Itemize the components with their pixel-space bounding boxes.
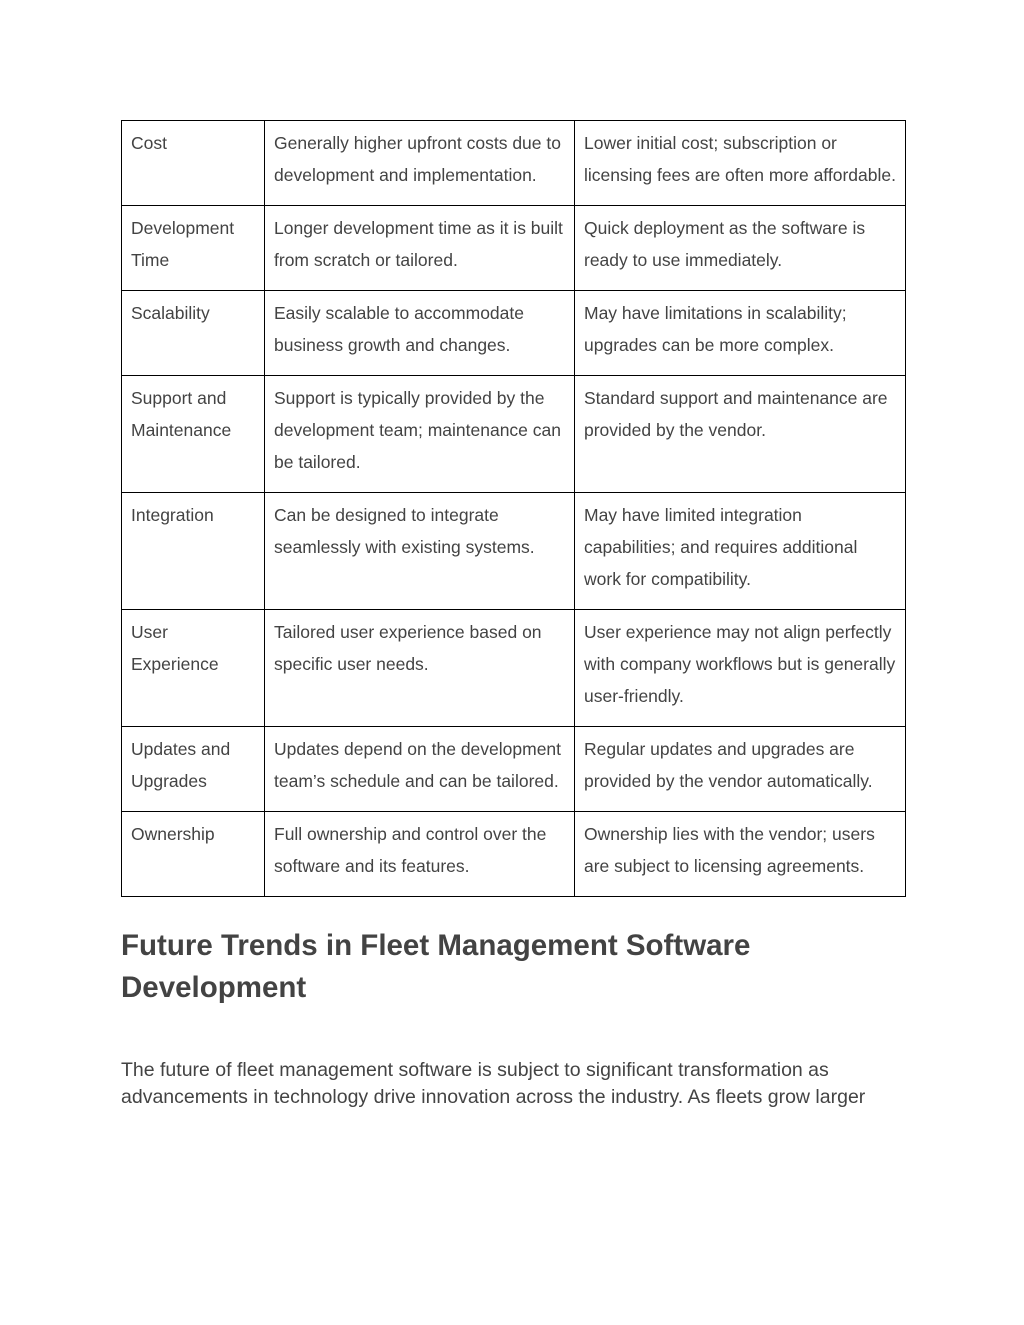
table-cell-off-the-shelf: Lower initial cost; subscription or licensing fees are often more affordable. [575,121,906,206]
table-row [122,727,906,812]
comparison-table [121,120,906,897]
table-cell-custom: Longer development time as it is built from scratch or tailored. [265,206,575,291]
table-cell-off-the-shelf: Ownership lies with the vendor; users are subject to licensing agreements. [575,812,906,897]
document-page [121,120,905,1111]
table-cell-custom: Support is typically provided by the development team; maintenance can be tailored. [265,376,575,493]
table-cell-aspect: Support and Maintenance [122,376,265,493]
table-cell-off-the-shelf: May have limited integration capabilities; and requires additional work for compatibility. [575,493,906,610]
table-cell-aspect: Integration [122,493,265,610]
table-cell-aspect: Development Time [122,206,265,291]
section-heading: Future Trends in Fleet Management Software Development [121,929,751,1004]
table-cell-off-the-shelf: Regular updates and upgrades are provided by the vendor automatically. [575,727,906,812]
table-cell-off-the-shelf: Quick deployment as the software is ready to use immediately. [575,206,906,291]
body-paragraph: The future of fleet management software is subject to significant transformation as advancements in technology drive innovation across the industry. As fleets grow larger [121,1059,866,1108]
table-cell-aspect: Scalability [122,291,265,376]
table-cell-aspect: User Experience [122,610,265,727]
table-cell-custom: Can be designed to integrate seamlessly with existing systems. [265,493,575,610]
table-cell-aspect: Updates and Upgrades [122,727,265,812]
table-cell-aspect: Ownership [122,812,265,897]
table-cell-custom: Tailored user experience based on specific user needs. [265,610,575,727]
table-row [122,376,906,493]
table-cell-off-the-shelf: Standard support and maintenance are provided by the vendor. [575,376,906,493]
table-row [122,206,906,291]
table-cell-custom: Full ownership and control over the software and its features. [265,812,575,897]
table-row [122,610,906,727]
table-cell-off-the-shelf: User experience may not align perfectly with company workflows but is generally user-friendly. [575,610,906,727]
table-cell-custom: Updates depend on the development team’s schedule and can be tailored. [265,727,575,812]
table-row [122,291,906,376]
table-cell-off-the-shelf: May have limitations in scalability; upgrades can be more complex. [575,291,906,376]
table-cell-custom: Easily scalable to accommodate business growth and changes. [265,291,575,376]
table-row [122,493,906,610]
table-row [122,812,906,897]
table-cell-aspect: Cost [122,121,265,206]
table-cell-custom: Generally higher upfront costs due to development and implementation. [265,121,575,206]
table-row [122,121,906,206]
